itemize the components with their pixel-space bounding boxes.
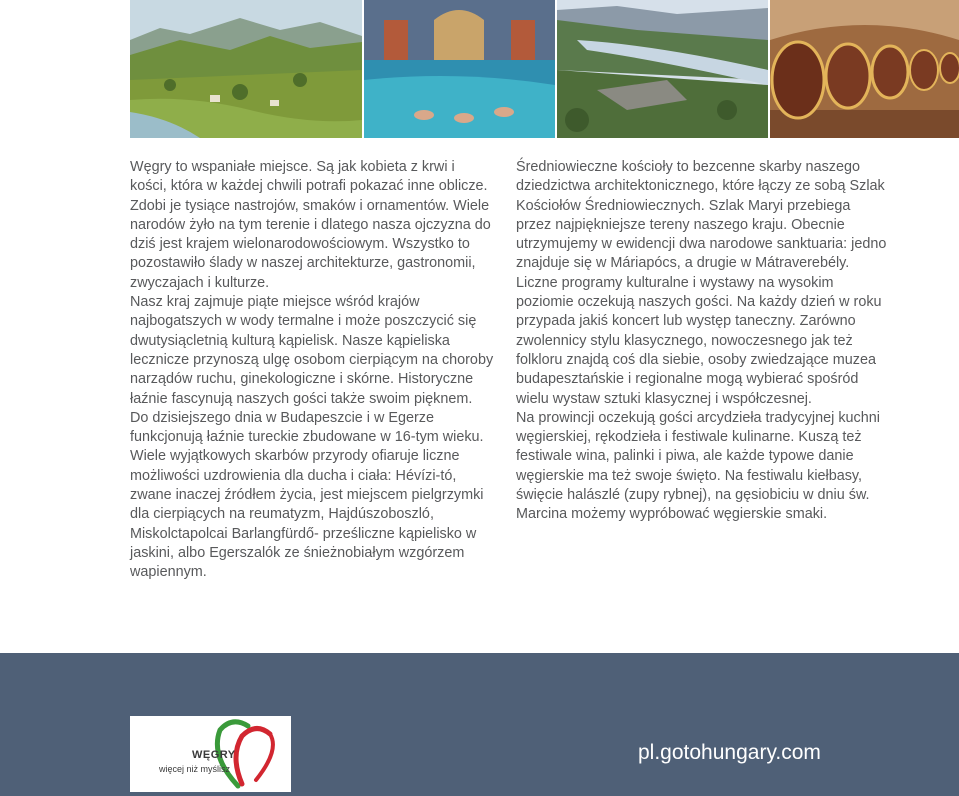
- photo-strip: [130, 0, 959, 138]
- website-link[interactable]: pl.gotohungary.com: [638, 741, 821, 764]
- thermal-bath-photo: [364, 0, 555, 138]
- wine-cellar-photo: [770, 0, 959, 138]
- left-text-column: [130, 158, 494, 583]
- left-paragraph-culture: Zdobi je tysiące nastrojów, smaków i ornamentów. Wiele narodów żyło na tym terenie i dlatego nasza ojczyzna do dziś jest krajem wielonarodowościowym. Wszystko to pozostawiło ślady w naszej architekturze, gastronomii, zwyczajach i kulturze.: [130, 197, 491, 291]
- left-paragraph-baths: Nasz kraj zajmuje piąte miejsce wśród krajów najbogatszych w wody termalne i może poszczycić się dwutysiącletnią kulturą kąpielisk. Nasze kąpieliska lecznicze przynoszą ulgę osobom cierpiącym na choroby narządów ruchu, ginekologiczne i skórne. Historyczne łaźnie fascynują naszych gości także swoim pięknem. Do dzisiejszego dnia w Budapeszcie i w Egerze funkcjonują łaźnie tureckie zbudowane w 16-tym wieku. Wiele wyjątkowych skarbów przyrody ofiaruje liczne możliwości uzdrowienia dla ducha i ciała: Hévízi-tó, zwane inaczej źródłem życia, jest miejscem pielgrzymki dla cierpiących na reumatyzm, Hajdúszoboszló, Miskolctapolcai Barlangfürdő- prześliczne kąpielisko w jaskini, albo Egerszalók ze śnieżnobiałym wzgórzem wapiennym.: [130, 294, 494, 581]
- logo-title: WĘGRY: [192, 749, 236, 761]
- left-paragraph-intro: Węgry to wspaniałe miejsce. Są jak kobieta z krwi i kości, która w każdej chwili potrafi pokazać inne oblicze.: [130, 159, 488, 195]
- lake-hills-photo: [130, 0, 362, 138]
- hungary-logo[interactable]: [130, 716, 291, 792]
- right-paragraph-churches: Średniowieczne kościoły to bezcenne skarby naszego dziedzictwa architektonicznego, które łączy ze sobą Szlak Kościołów Średniowiecznych. Szlak Maryi przebiega przez najpiękniejsze tereny naszego kraju. Obecnie utrzymujemy w ewidencji dwa narodowe sanktuaria: jedno znajduje się w Máriapócs, a drugie w Mátraverebély.: [516, 159, 887, 272]
- danube-bend-photo: [557, 0, 768, 138]
- right-paragraph-cuisine: Na prowincji oczekują gości arcydzieła tradycyjnej kuchni węgierskiej, rękodzieła i festiwale kulinarne. Kuszą też festiwale wina, palinki i piwa, ale każde typowe danie węgierskie ma też swoje święto. Na festiwalu kiełbasy, święcie halászlé (zupy rybnej), na gęsiobiciu w dniu św. Marcina możemy wypróbować węgierskie smaki.: [516, 409, 880, 523]
- right-paragraph-culture-programs: Liczne programy kulturalne i wystawy na wysokim poziomie oczekują naszych gości. Na każdy dzień w roku przypada jakiś koncert lub występ taneczny. Zarówno zwolennicy stylu klasycznego, nowoczesnego jak też folkloru znajdą coś dla siebie, osoby zwiedzające muzea budapesztańskie i regionalne mogą wybierać spośród wielu wystaw sztuki klasycznej i współczesnej.: [516, 274, 882, 407]
- right-text-column: [516, 158, 888, 525]
- logo-tagline: więcej niż myślisz: [159, 764, 231, 774]
